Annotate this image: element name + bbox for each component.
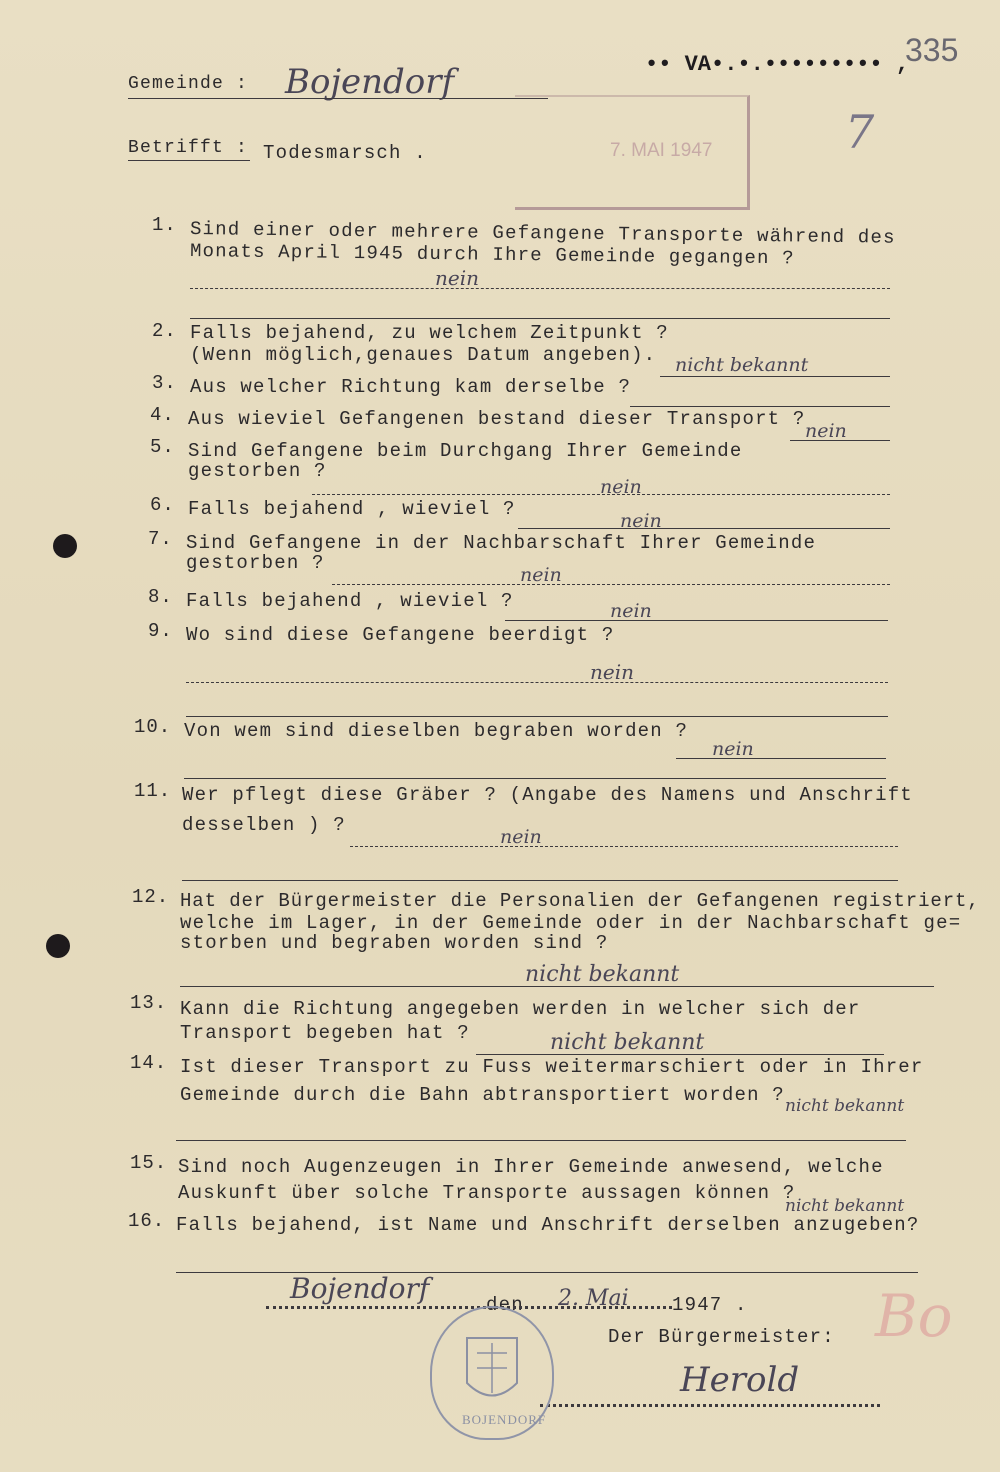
question-number: 13. bbox=[130, 992, 168, 1014]
question-text: gestorben ? bbox=[186, 552, 325, 574]
answer-line bbox=[184, 778, 886, 779]
question-number: 9. bbox=[148, 620, 173, 642]
question-number: 6. bbox=[150, 494, 175, 516]
answer-line bbox=[660, 376, 890, 377]
question-text: Falls bejahend, zu welchem Zeitpunkt ? bbox=[190, 322, 669, 344]
answer-handwriting: nein bbox=[620, 510, 662, 532]
question-number: 3. bbox=[152, 372, 177, 394]
question-number: 2. bbox=[152, 320, 177, 342]
question-text: Auskunft über solche Transporte aussagen können ? bbox=[178, 1182, 796, 1204]
betrifft-value: Todesmarsch . bbox=[263, 142, 427, 164]
date-year: 1947 . bbox=[672, 1294, 748, 1316]
answer-handwriting: nein bbox=[520, 564, 562, 586]
date-day-handwriting: 2. Mai bbox=[558, 1286, 629, 1311]
answer-line bbox=[350, 846, 898, 847]
question-text: welche im Lager, in der Gemeinde oder in der Nachbarschaft ge= bbox=[180, 912, 962, 934]
question-text: Hat der Bürgermeister die Personalien der Gefangenen registriert, bbox=[180, 890, 980, 912]
answer-line bbox=[476, 1054, 884, 1055]
answer-line bbox=[190, 318, 890, 319]
question-text: desselben ) ? bbox=[182, 814, 346, 836]
answer-line bbox=[180, 986, 934, 987]
answer-handwriting: nicht bekannt bbox=[675, 354, 809, 376]
question-number: 10. bbox=[134, 716, 172, 738]
question-text: Gemeinde durch die Bahn abtransportiert worden ? bbox=[180, 1084, 785, 1106]
question-text: Monats April 1945 durch Ihre Gemeinde gegangen ? bbox=[189, 240, 795, 270]
answer-handwriting: nicht bekannt bbox=[550, 1030, 705, 1055]
question-text: Von wem sind dieselben begraben worden ? bbox=[184, 720, 689, 742]
mayor-title: Der Bürgermeister: bbox=[608, 1326, 835, 1348]
gemeinde-label: Gemeinde : bbox=[128, 74, 249, 94]
margin-note: Bo bbox=[875, 1282, 953, 1350]
question-number: 4. bbox=[150, 404, 175, 426]
question-number: 14. bbox=[130, 1052, 168, 1074]
question-number: 1. bbox=[152, 214, 177, 236]
answer-handwriting: nicht bekannt bbox=[525, 962, 680, 987]
question-text: Aus welcher Richtung kam derselbe ? bbox=[190, 376, 632, 398]
answer-handwriting: nicht bekannt bbox=[785, 1096, 905, 1116]
question-text: Aus wieviel Gefangenen bestand dieser Transport ? bbox=[188, 408, 806, 430]
answer-line bbox=[186, 682, 888, 683]
mayor-signature: Herold bbox=[680, 1360, 800, 1400]
signature-dotted-line bbox=[540, 1404, 880, 1407]
question-text: Sind Gefangene beim Durchgang Ihrer Gemeinde bbox=[188, 440, 743, 462]
punch-hole-top bbox=[53, 534, 77, 558]
answer-handwriting: nein bbox=[712, 738, 754, 760]
answer-line bbox=[332, 584, 890, 585]
question-text: Falls bejahend , wieviel ? bbox=[188, 498, 516, 520]
question-number: 8. bbox=[148, 586, 173, 608]
answer-handwriting: nein bbox=[590, 660, 634, 684]
gemeinde-underline bbox=[128, 98, 548, 99]
question-number: 15. bbox=[130, 1152, 168, 1174]
question-text: Sind noch Augenzeugen in Ihrer Gemeinde anwesend, welche bbox=[178, 1156, 884, 1178]
punch-hole-bottom bbox=[46, 934, 70, 958]
question-text: Sind Gefangene in der Nachbarschaft Ihrer Gemeinde bbox=[186, 532, 817, 554]
answer-handwriting: nicht bekannt bbox=[785, 1196, 905, 1216]
answer-line bbox=[182, 880, 898, 881]
question-text: (Wenn möglich,genaues Datum angeben). bbox=[190, 344, 657, 366]
question-number: 11. bbox=[134, 780, 172, 802]
answer-line bbox=[505, 620, 888, 621]
answer-line bbox=[176, 1272, 918, 1273]
date-den-label: den bbox=[486, 1294, 524, 1316]
answer-line bbox=[790, 440, 890, 441]
betrifft-underline bbox=[128, 160, 250, 161]
question-number: 16. bbox=[128, 1210, 166, 1232]
question-text: Ist dieser Transport zu Fuss weitermarschiert oder in Ihrer bbox=[180, 1056, 924, 1078]
reference-code: •• VA•.•.••••••••• , bbox=[645, 52, 910, 77]
question-text: Transport begeben hat ? bbox=[180, 1022, 470, 1044]
question-text: Sind einer oder mehrere Gefangene Transporte während des bbox=[189, 218, 896, 249]
answer-line bbox=[676, 758, 886, 759]
answer-handwriting: nein bbox=[500, 826, 542, 848]
question-text: Wer pflegt diese Gräber ? (Angabe des Namens und Anschrift bbox=[182, 784, 913, 806]
answer-line bbox=[176, 1140, 906, 1141]
question-text: Kann die Richtung angegeben werden in welcher sich der bbox=[180, 998, 861, 1020]
question-text: gestorben ? bbox=[188, 460, 327, 482]
answer-line bbox=[518, 528, 890, 529]
question-number: 5. bbox=[150, 436, 175, 458]
answer-line bbox=[190, 288, 890, 289]
answer-line bbox=[186, 716, 888, 717]
answer-handwriting: nein bbox=[435, 266, 479, 290]
gemeinde-value: Bojendorf bbox=[285, 62, 455, 102]
question-number: 12. bbox=[132, 886, 170, 908]
page-number: 335 bbox=[905, 32, 959, 68]
seal-text: BOJENDORF bbox=[462, 1412, 547, 1427]
answer-line bbox=[312, 494, 890, 495]
answer-handwriting: nein bbox=[805, 420, 847, 442]
question-text: Wo sind diese Gefangene beerdigt ? bbox=[186, 624, 615, 646]
question-number: 7. bbox=[148, 528, 173, 550]
answer-handwriting: nein bbox=[610, 600, 652, 622]
question-text: Falls bejahend, ist Name und Anschrift derselben anzugeben? bbox=[176, 1214, 920, 1236]
answer-handwriting: nein bbox=[600, 476, 642, 498]
marginal-number: 7 bbox=[845, 105, 875, 159]
received-stamp-date: 7. MAI 1947 bbox=[610, 140, 713, 161]
answer-line bbox=[630, 406, 890, 407]
question-text: storben und begraben worden sind ? bbox=[180, 932, 609, 954]
betrifft-label: Betrifft : bbox=[128, 138, 249, 158]
question-text: Falls bejahend , wieviel ? bbox=[186, 590, 514, 612]
place-handwriting: Bojendorf bbox=[290, 1272, 430, 1305]
